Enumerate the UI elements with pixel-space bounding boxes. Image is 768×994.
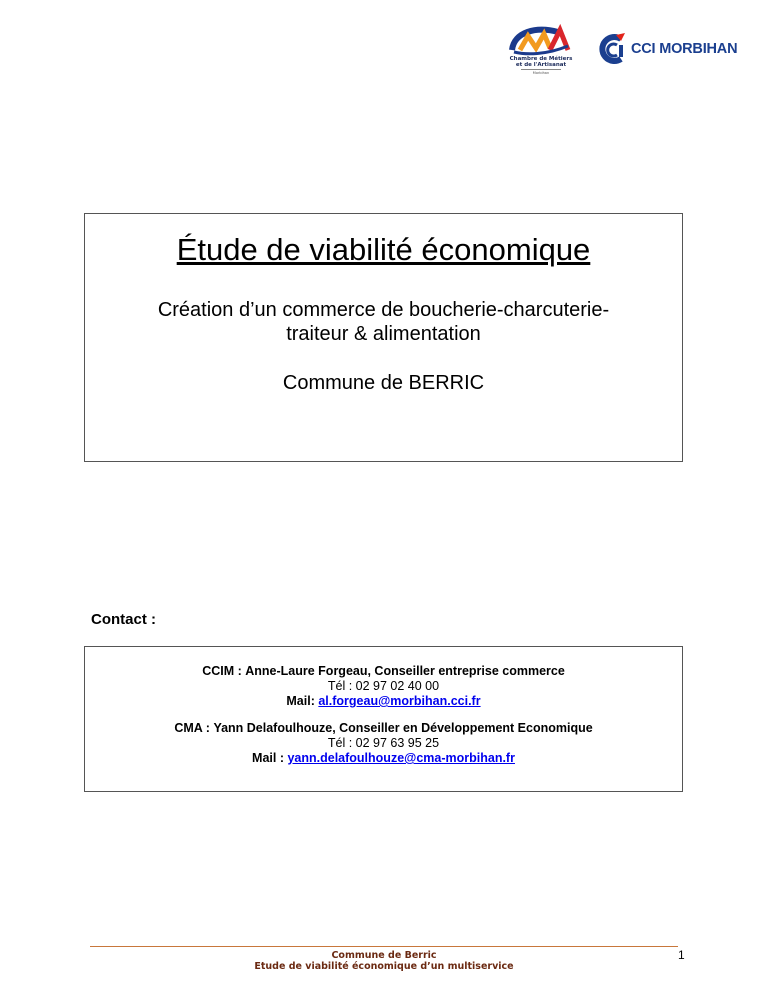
ccim-prefix: CCIM : xyxy=(202,664,242,678)
cma-logo-mark xyxy=(506,22,576,56)
ccim-mail-line xyxy=(85,694,682,709)
footer-line-1: Commune de Berric xyxy=(331,950,437,961)
cma-mail-label: Mail : xyxy=(252,751,284,765)
footer-line-2: Etude de viabilité économique d’un multiservice xyxy=(254,961,514,972)
contact-label: Contact : xyxy=(91,611,156,628)
page-number: 1 xyxy=(678,948,685,962)
cma-logo xyxy=(506,22,576,84)
cma-logo-divider xyxy=(521,69,561,70)
cci-logo-text: CCI MORBIHAN xyxy=(631,41,738,57)
cci-logo xyxy=(599,32,737,66)
cma-mail-line xyxy=(85,751,682,766)
cma-logo-line2: et de l'Artisanat xyxy=(515,62,567,68)
cma-contact-line xyxy=(85,721,682,736)
ccim-mail-link[interactable]: al.forgeau@morbihan.cci.fr xyxy=(318,694,481,708)
cci-logo-mark xyxy=(599,33,627,65)
cma-name-role: Yann Delafoulhouze, Conseiller en Développement Economique xyxy=(213,721,593,735)
contact-box xyxy=(84,646,683,792)
cma-phone: Tél : 02 97 63 95 25 xyxy=(327,736,440,750)
cma-logo-line1: Chambre de Métiers xyxy=(509,56,573,62)
title-box xyxy=(84,213,683,462)
ccim-phone: Tél : 02 97 02 40 00 xyxy=(327,679,440,693)
subtitle-line-1: Création d’un commerce de boucherie-charcuterie- xyxy=(157,299,610,321)
footer xyxy=(90,950,678,972)
commune-name: Commune de BERRIC xyxy=(282,372,485,394)
document-subtitle xyxy=(85,298,682,346)
ccim-mail-label: Mail: xyxy=(286,694,315,708)
ccim-name-role: Anne-Laure Forgeau, Conseiller entreprise commerce xyxy=(245,664,565,678)
document-title: Étude de viabilité économique xyxy=(176,232,591,267)
cma-mail-link[interactable]: yann.delafoulhouze@cma-morbihan.fr xyxy=(287,751,515,765)
cma-logo-line3: Morbihan xyxy=(532,71,550,75)
cma-prefix: CMA : xyxy=(174,721,210,735)
footer-divider xyxy=(90,946,678,947)
subtitle-line-2: traiteur & alimentation xyxy=(286,323,481,345)
ccim-contact-line xyxy=(85,664,682,679)
